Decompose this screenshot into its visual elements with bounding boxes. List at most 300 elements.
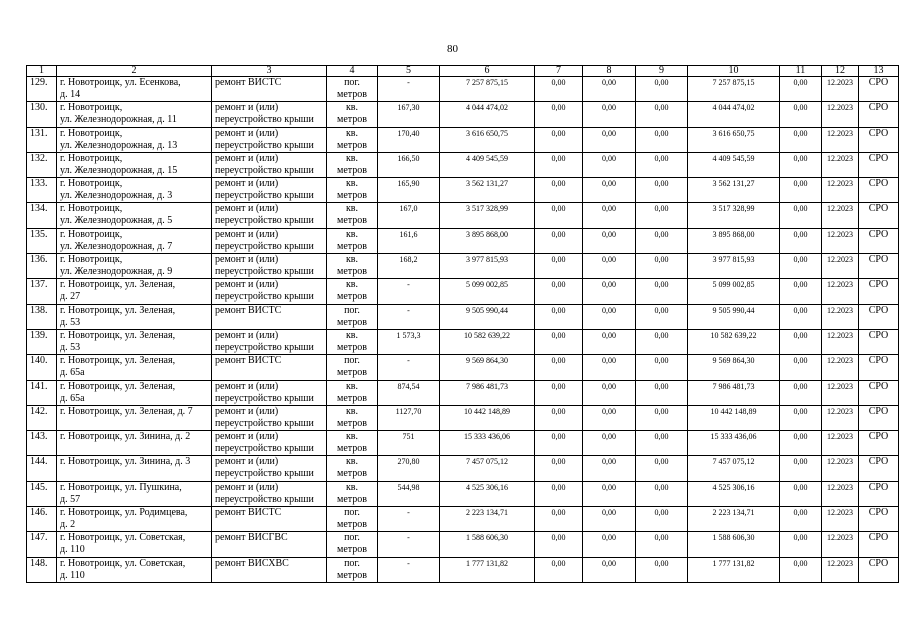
work-type-cell-line: ремонт ВИСТС	[215, 304, 282, 316]
unit-cell-line: пог.	[344, 557, 360, 569]
col7-cell: 0,00	[535, 178, 583, 203]
total-cost-cell: 3 977 815,93	[440, 254, 535, 279]
address-cell-line: д. 53	[60, 341, 81, 353]
col11-cell: 0,00	[780, 380, 822, 405]
col11-cell: 0,00	[780, 102, 822, 127]
completion-date-cell: 12.2023	[822, 329, 859, 354]
unit-cell	[327, 481, 378, 506]
col8-cell: 0,00	[583, 304, 636, 329]
col11-cell: 0,00	[780, 304, 822, 329]
fund-cost-cell: 4 525 306,16	[688, 481, 780, 506]
col8-cell: 0,00	[583, 532, 636, 557]
col-header: 9	[636, 66, 688, 77]
col9-cell: 0,00	[636, 431, 688, 456]
col8-cell: 0,00	[583, 254, 636, 279]
work-type-cell	[212, 355, 327, 380]
address-cell-line: г. Новотроицк,	[60, 127, 123, 139]
unit-cell-line: кв.	[345, 228, 359, 240]
fund-cost-cell: 9 569 864,30	[688, 355, 780, 380]
col9-cell: 0,00	[636, 456, 688, 481]
unit-cell	[327, 329, 378, 354]
col8-cell: 0,00	[583, 456, 636, 481]
col11-cell: 0,00	[780, 481, 822, 506]
address-cell	[57, 507, 212, 532]
unit-cell	[327, 532, 378, 557]
volume-cell: 161,6	[378, 228, 440, 253]
address-cell-line: г. Новотроицк,	[60, 203, 123, 215]
work-type-cell	[212, 329, 327, 354]
col8-cell: 0,00	[583, 431, 636, 456]
col9-cell: 0,00	[636, 507, 688, 532]
completion-date-cell: 12.2023	[822, 279, 859, 304]
col7-cell: 0,00	[535, 203, 583, 228]
row-number: 147.	[27, 532, 57, 557]
col-header: 10	[688, 66, 780, 77]
table-row	[27, 203, 899, 228]
col7-cell: 0,00	[535, 380, 583, 405]
work-type-cell-line: ремонт и (или)	[215, 279, 279, 291]
work-type-cell-line: переустройство крыши	[215, 392, 314, 404]
address-cell	[57, 254, 212, 279]
work-type-cell-line: ремонт и (или)	[215, 178, 279, 190]
method-cell: СРО	[859, 431, 899, 456]
work-type-cell-line: ремонт и (или)	[215, 102, 279, 114]
works-table	[26, 65, 899, 583]
address-cell	[57, 203, 212, 228]
unit-cell-line: метров	[337, 392, 367, 404]
row-number: 144.	[27, 456, 57, 481]
col11-cell: 0,00	[780, 203, 822, 228]
total-cost-cell: 15 333 436,06	[440, 431, 535, 456]
method-cell: СРО	[859, 456, 899, 481]
method-cell: СРО	[859, 152, 899, 177]
total-cost-cell: 3 616 650,75	[440, 127, 535, 152]
work-type-cell-line: ремонт и (или)	[215, 203, 279, 215]
table-row	[27, 102, 899, 127]
col8-cell: 0,00	[583, 481, 636, 506]
work-type-cell	[212, 77, 327, 102]
volume-cell: 168,2	[378, 254, 440, 279]
row-number: 143.	[27, 431, 57, 456]
completion-date-cell: 12.2023	[822, 355, 859, 380]
col9-cell: 0,00	[636, 405, 688, 430]
completion-date-cell: 12.2023	[822, 178, 859, 203]
address-cell	[57, 329, 212, 354]
unit-cell	[327, 456, 378, 481]
table-row	[27, 380, 899, 405]
volume-cell: 1 573,3	[378, 329, 440, 354]
col9-cell: 0,00	[636, 228, 688, 253]
unit-cell-line: кв.	[345, 456, 359, 468]
work-type-cell	[212, 304, 327, 329]
fund-cost-cell: 10 442 148,89	[688, 405, 780, 430]
unit-cell-line: метров	[337, 89, 367, 100]
fund-cost-cell: 1 588 606,30	[688, 532, 780, 557]
fund-cost-cell: 2 223 134,71	[688, 507, 780, 532]
address-cell	[57, 456, 212, 481]
address-cell-line: г. Новотроицк, ул. Есенкова,	[60, 77, 181, 88]
page-number: 80	[447, 43, 458, 55]
row-number: 145.	[27, 481, 57, 506]
method-cell: СРО	[859, 127, 899, 152]
address-cell-line: ул. Железнодорожная, д. 9	[60, 266, 173, 278]
col-header: 7	[535, 66, 583, 77]
unit-cell-line: кв.	[345, 254, 359, 266]
unit-cell-line: кв.	[345, 481, 359, 493]
col7-cell: 0,00	[535, 102, 583, 127]
work-type-cell-line: ремонт ВИСТС	[215, 507, 282, 519]
col7-cell: 0,00	[535, 127, 583, 152]
completion-date-cell: 12.2023	[822, 557, 859, 582]
work-type-cell-line: переустройство крыши	[215, 417, 314, 429]
unit-cell	[327, 431, 378, 456]
address-cell-line: г. Новотроицк,	[60, 178, 123, 190]
work-type-cell-line: переустройство крыши	[215, 493, 314, 505]
method-cell: СРО	[859, 279, 899, 304]
work-type-cell	[212, 557, 327, 582]
work-type-cell-line: ремонт и (или)	[215, 405, 279, 417]
row-number: 142.	[27, 405, 57, 430]
row-number: 141.	[27, 380, 57, 405]
volume-cell: 1127,70	[378, 405, 440, 430]
address-cell	[57, 304, 212, 329]
col9-cell: 0,00	[636, 329, 688, 354]
work-type-cell-line: ремонт и (или)	[215, 127, 279, 139]
address-cell	[57, 380, 212, 405]
row-number: 129.	[27, 77, 57, 102]
work-type-cell-line: ремонт и (или)	[215, 431, 279, 443]
col9-cell: 0,00	[636, 152, 688, 177]
col8-cell: 0,00	[583, 203, 636, 228]
completion-date-cell: 12.2023	[822, 102, 859, 127]
address-cell-line: д. 27	[60, 291, 81, 303]
unit-cell-line: метров	[337, 139, 367, 151]
col9-cell: 0,00	[636, 481, 688, 506]
completion-date-cell: 12.2023	[822, 152, 859, 177]
method-cell: СРО	[859, 507, 899, 532]
address-cell-line: д. 65а	[60, 392, 85, 404]
col11-cell: 0,00	[780, 405, 822, 430]
unit-cell-line: кв.	[345, 329, 359, 341]
completion-date-cell: 12.2023	[822, 127, 859, 152]
unit-cell-line: метров	[337, 164, 367, 176]
method-cell: СРО	[859, 203, 899, 228]
work-type-cell-line: ремонт ВИСТС	[215, 355, 282, 367]
col9-cell: 0,00	[636, 304, 688, 329]
address-cell-line: д. 14	[60, 89, 81, 100]
col11-cell: 0,00	[780, 279, 822, 304]
method-cell: СРО	[859, 254, 899, 279]
table-row	[27, 178, 899, 203]
table-row	[27, 304, 899, 329]
unit-cell-line: метров	[337, 468, 367, 480]
address-cell	[57, 77, 212, 102]
unit-cell	[327, 254, 378, 279]
unit-cell-line: метров	[337, 569, 367, 581]
completion-date-cell: 12.2023	[822, 456, 859, 481]
col7-cell: 0,00	[535, 532, 583, 557]
volume-cell: 544,98	[378, 481, 440, 506]
unit-cell-line: метров	[337, 443, 367, 455]
volume-cell: 165,90	[378, 178, 440, 203]
col7-cell: 0,00	[535, 557, 583, 582]
address-cell-line: г. Новотроицк, ул. Пушкина,	[60, 481, 182, 493]
method-cell: СРО	[859, 557, 899, 582]
col8-cell: 0,00	[583, 127, 636, 152]
address-cell-line: д. 57	[60, 493, 81, 505]
work-type-cell-line: переустройство крыши	[215, 266, 314, 278]
unit-cell-line: кв.	[345, 152, 359, 164]
col-header: 1	[27, 66, 57, 77]
col8-cell: 0,00	[583, 228, 636, 253]
col-header: 6	[440, 66, 535, 77]
total-cost-cell: 3 895 868,00	[440, 228, 535, 253]
col11-cell: 0,00	[780, 329, 822, 354]
col11-cell: 0,00	[780, 228, 822, 253]
col9-cell: 0,00	[636, 203, 688, 228]
row-number: 146.	[27, 507, 57, 532]
table-row	[27, 152, 899, 177]
work-type-cell-line: ремонт ВИСХВС	[215, 557, 289, 569]
address-cell	[57, 228, 212, 253]
total-cost-cell: 7 457 075,12	[440, 456, 535, 481]
col8-cell: 0,00	[583, 178, 636, 203]
address-cell	[57, 152, 212, 177]
unit-cell-line: метров	[337, 291, 367, 303]
work-type-cell-line: переустройство крыши	[215, 164, 314, 176]
col7-cell: 0,00	[535, 228, 583, 253]
unit-cell-line: метров	[337, 519, 367, 531]
completion-date-cell: 12.2023	[822, 405, 859, 430]
volume-cell: -	[378, 532, 440, 557]
col11-cell: 0,00	[780, 507, 822, 532]
address-cell	[57, 127, 212, 152]
col7-cell: 0,00	[535, 279, 583, 304]
method-cell: СРО	[859, 355, 899, 380]
address-cell-line: ул. Железнодорожная, д. 13	[60, 139, 178, 151]
work-type-cell	[212, 152, 327, 177]
fund-cost-cell: 3 895 868,00	[688, 228, 780, 253]
address-cell-line: г. Новотроицк, ул. Советская,	[60, 557, 186, 569]
address-cell-line: г. Новотроицк, ул. Родимцева,	[60, 507, 188, 519]
address-cell	[57, 279, 212, 304]
address-cell-line: г. Новотроицк, ул. Зеленая, д. 7	[60, 405, 193, 417]
work-type-cell	[212, 481, 327, 506]
unit-cell-line: метров	[337, 190, 367, 202]
unit-cell-line: пог.	[344, 77, 360, 88]
address-cell-line: ул. Железнодорожная, д. 5	[60, 215, 173, 227]
address-cell-line: г. Новотроицк, ул. Зеленая,	[60, 329, 176, 341]
work-type-cell-line: переустройство крыши	[215, 341, 314, 353]
unit-cell-line: кв.	[345, 178, 359, 190]
row-number: 139.	[27, 329, 57, 354]
unit-cell-line: метров	[337, 215, 367, 227]
col8-cell: 0,00	[583, 557, 636, 582]
address-cell	[57, 102, 212, 127]
address-cell	[57, 405, 212, 430]
total-cost-cell: 4 525 306,16	[440, 481, 535, 506]
col7-cell: 0,00	[535, 481, 583, 506]
col11-cell: 0,00	[780, 127, 822, 152]
volume-cell: 167,30	[378, 102, 440, 127]
col-header: 12	[822, 66, 859, 77]
address-cell-line: г. Новотроицк, ул. Зеленая,	[60, 279, 176, 291]
address-cell-line: д. 2	[60, 519, 76, 531]
volume-cell: -	[378, 355, 440, 380]
unit-cell-line: пог.	[344, 355, 360, 367]
col-header: 11	[780, 66, 822, 77]
completion-date-cell: 12.2023	[822, 431, 859, 456]
volume-cell: -	[378, 557, 440, 582]
fund-cost-cell: 3 517 328,99	[688, 203, 780, 228]
col8-cell: 0,00	[583, 102, 636, 127]
volume-cell: -	[378, 507, 440, 532]
table-row	[27, 254, 899, 279]
col8-cell: 0,00	[583, 329, 636, 354]
table-row	[27, 77, 899, 102]
unit-cell	[327, 405, 378, 430]
fund-cost-cell: 3 562 131,27	[688, 178, 780, 203]
unit-cell	[327, 380, 378, 405]
row-number: 133.	[27, 178, 57, 203]
col11-cell: 0,00	[780, 557, 822, 582]
address-cell	[57, 532, 212, 557]
address-cell-line: г. Новотроицк, ул. Зеленая,	[60, 380, 176, 392]
work-type-cell-line: переустройство крыши	[215, 240, 314, 252]
col9-cell: 0,00	[636, 178, 688, 203]
method-cell: СРО	[859, 380, 899, 405]
unit-cell-line: кв.	[345, 102, 359, 114]
work-type-cell-line: переустройство крыши	[215, 468, 314, 480]
col-header: 8	[583, 66, 636, 77]
address-cell-line: д. 53	[60, 316, 81, 328]
completion-date-cell: 12.2023	[822, 228, 859, 253]
address-cell-line: д. 110	[60, 544, 85, 556]
volume-cell: 167,0	[378, 203, 440, 228]
unit-cell	[327, 279, 378, 304]
completion-date-cell: 12.2023	[822, 481, 859, 506]
completion-date-cell: 12.2023	[822, 203, 859, 228]
col11-cell: 0,00	[780, 431, 822, 456]
col9-cell: 0,00	[636, 355, 688, 380]
total-cost-cell: 1 777 131,82	[440, 557, 535, 582]
total-cost-cell: 10 442 148,89	[440, 405, 535, 430]
address-cell	[57, 355, 212, 380]
header-row	[27, 66, 899, 77]
completion-date-cell: 12.2023	[822, 380, 859, 405]
unit-cell-line: метров	[337, 493, 367, 505]
volume-cell: -	[378, 304, 440, 329]
address-cell-line: д. 110	[60, 569, 85, 581]
unit-cell-line: пог.	[344, 304, 360, 316]
row-number: 135.	[27, 228, 57, 253]
table-row	[27, 405, 899, 430]
unit-cell-line: метров	[337, 341, 367, 353]
work-type-cell	[212, 228, 327, 253]
col8-cell: 0,00	[583, 279, 636, 304]
address-cell-line: г. Новотроицк,	[60, 102, 123, 114]
fund-cost-cell: 3 616 650,75	[688, 127, 780, 152]
work-type-cell-line: переустройство крыши	[215, 291, 314, 303]
col9-cell: 0,00	[636, 77, 688, 102]
total-cost-cell: 4 409 545,59	[440, 152, 535, 177]
col-header: 3	[212, 66, 327, 77]
col-header: 2	[57, 66, 212, 77]
row-number: 131.	[27, 127, 57, 152]
volume-cell: -	[378, 77, 440, 102]
col8-cell: 0,00	[583, 380, 636, 405]
work-type-cell-line: ремонт и (или)	[215, 380, 279, 392]
col-header: 4	[327, 66, 378, 77]
table-row	[27, 481, 899, 506]
table-row	[27, 431, 899, 456]
address-cell-line: г. Новотроицк, ул. Зинина, д. 2	[60, 431, 191, 443]
unit-cell	[327, 203, 378, 228]
table-body	[27, 77, 899, 583]
col7-cell: 0,00	[535, 77, 583, 102]
unit-cell-line: кв.	[345, 405, 359, 417]
row-number: 136.	[27, 254, 57, 279]
total-cost-cell: 10 582 639,22	[440, 329, 535, 354]
completion-date-cell: 12.2023	[822, 532, 859, 557]
col8-cell: 0,00	[583, 77, 636, 102]
total-cost-cell: 5 099 002,85	[440, 279, 535, 304]
col-header: 13	[859, 66, 899, 77]
address-cell-line: г. Новотроицк, ул. Советская,	[60, 532, 186, 544]
address-cell-line: д. 65а	[60, 367, 85, 379]
address-cell-line: ул. Железнодорожная, д. 11	[60, 114, 177, 126]
work-type-cell-line: ремонт и (или)	[215, 456, 279, 468]
work-type-cell	[212, 178, 327, 203]
col7-cell: 0,00	[535, 431, 583, 456]
work-type-cell-line: ремонт и (или)	[215, 254, 279, 266]
address-cell-line: г. Новотроицк,	[60, 152, 123, 164]
total-cost-cell: 2 223 134,71	[440, 507, 535, 532]
table-row	[27, 279, 899, 304]
row-number: 130.	[27, 102, 57, 127]
fund-cost-cell: 4 044 474,02	[688, 102, 780, 127]
unit-cell	[327, 102, 378, 127]
row-number: 138.	[27, 304, 57, 329]
col11-cell: 0,00	[780, 77, 822, 102]
row-number: 134.	[27, 203, 57, 228]
col9-cell: 0,00	[636, 102, 688, 127]
fund-cost-cell: 15 333 436,06	[688, 431, 780, 456]
col7-cell: 0,00	[535, 304, 583, 329]
work-type-cell-line: ремонт ВИСТС	[215, 77, 282, 88]
table-row	[27, 329, 899, 354]
col7-cell: 0,00	[535, 405, 583, 430]
col7-cell: 0,00	[535, 254, 583, 279]
work-type-cell	[212, 405, 327, 430]
row-number: 148.	[27, 557, 57, 582]
work-type-cell	[212, 507, 327, 532]
fund-cost-cell: 9 505 990,44	[688, 304, 780, 329]
work-type-cell-line: ремонт и (или)	[215, 152, 279, 164]
row-number: 137.	[27, 279, 57, 304]
work-type-cell	[212, 254, 327, 279]
col11-cell: 0,00	[780, 355, 822, 380]
unit-cell-line: кв.	[345, 203, 359, 215]
work-type-cell-line: переустройство крыши	[215, 114, 314, 126]
col7-cell: 0,00	[535, 355, 583, 380]
total-cost-cell: 3 562 131,27	[440, 178, 535, 203]
address-cell-line: г. Новотроицк,	[60, 254, 123, 266]
total-cost-cell: 1 588 606,30	[440, 532, 535, 557]
col9-cell: 0,00	[636, 380, 688, 405]
table-row	[27, 532, 899, 557]
work-type-cell	[212, 431, 327, 456]
